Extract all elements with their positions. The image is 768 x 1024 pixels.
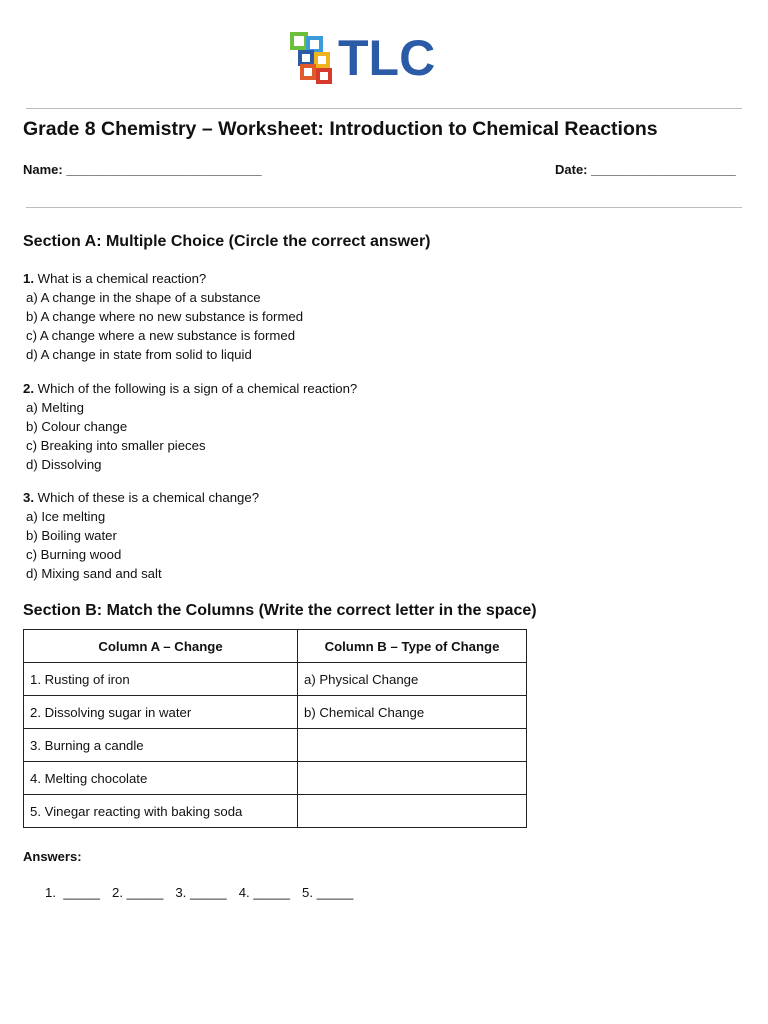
option-c[interactable]: c) Burning wood	[26, 547, 122, 562]
table-row	[24, 729, 527, 762]
answer-blank-4[interactable]: 4. _____	[238, 885, 291, 900]
question-1	[23, 269, 723, 364]
answer-blank-3[interactable]: 3. _____	[175, 885, 227, 900]
column-b-cell	[298, 729, 527, 762]
top-divider	[26, 108, 742, 109]
table-row	[24, 696, 527, 729]
answers-row	[45, 885, 365, 900]
table-row	[24, 663, 527, 696]
question-text: What is a chemical reaction?	[34, 271, 207, 286]
question-number: 3.	[23, 490, 34, 505]
column-b-cell: b) Chemical Change	[298, 696, 527, 729]
option-b[interactable]: b) Boiling water	[26, 528, 117, 543]
column-a-cell: 2. Dissolving sugar in water	[24, 696, 298, 729]
logo-text: TLC	[338, 30, 436, 86]
column-b-header: Column B – Type of Change	[298, 630, 527, 663]
question-text: Which of these is a chemical change?	[34, 490, 260, 505]
match-table	[23, 629, 527, 828]
table-header-row	[24, 630, 527, 663]
option-c[interactable]: c) A change where a new substance is formed	[26, 328, 296, 343]
tlc-logo	[290, 32, 460, 88]
column-a-header: Column A – Change	[24, 630, 298, 663]
option-b[interactable]: b) A change where no new substance is formed	[26, 309, 304, 324]
question-number: 2.	[23, 381, 34, 396]
option-a[interactable]: a) Melting	[26, 400, 84, 415]
column-b-cell	[298, 762, 527, 795]
option-b[interactable]: b) Colour change	[26, 419, 128, 434]
answer-blank-1[interactable]: 1. _____	[45, 885, 100, 900]
column-b-cell	[298, 795, 527, 828]
option-d[interactable]: d) Mixing sand and salt	[26, 566, 162, 581]
question-number: 1.	[23, 271, 34, 286]
header-divider	[26, 207, 742, 208]
question-2	[23, 379, 723, 474]
column-a-cell: 5. Vinegar reacting with baking soda	[24, 795, 298, 828]
date-field[interactable]: Date: ____________________	[555, 162, 736, 177]
section-a-heading: Section A: Multiple Choice (Circle the correct answer)	[23, 233, 431, 250]
table-row	[24, 762, 527, 795]
option-a[interactable]: a) A change in the shape of a substance	[26, 290, 261, 305]
option-c[interactable]: c) Breaking into smaller pieces	[26, 438, 206, 453]
option-d[interactable]: d) Dissolving	[26, 457, 102, 472]
answer-blank-5[interactable]: 5. _____	[302, 885, 354, 900]
answer-blank-2[interactable]: 2. _____	[112, 885, 164, 900]
table-row	[24, 795, 527, 828]
question-text: Which of the following is a sign of a chemical reaction?	[34, 381, 358, 396]
name-field[interactable]: Name: ___________________________	[23, 162, 262, 177]
option-a[interactable]: a) Ice melting	[26, 509, 106, 524]
answers-label: Answers:	[23, 849, 82, 864]
worksheet-title: Grade 8 Chemistry – Worksheet: Introduction to Chemical Reactions	[23, 118, 658, 140]
question-3	[23, 488, 723, 583]
option-d[interactable]: d) A change in state from solid to liquid	[26, 347, 252, 362]
column-a-cell: 1. Rusting of iron	[24, 663, 298, 696]
logo-squares-icon	[290, 32, 342, 86]
column-a-cell: 3. Burning a candle	[24, 729, 298, 762]
column-b-cell: a) Physical Change	[298, 663, 527, 696]
column-a-cell: 4. Melting chocolate	[24, 762, 298, 795]
section-b-heading: Section B: Match the Columns (Write the correct letter in the space)	[23, 602, 537, 619]
